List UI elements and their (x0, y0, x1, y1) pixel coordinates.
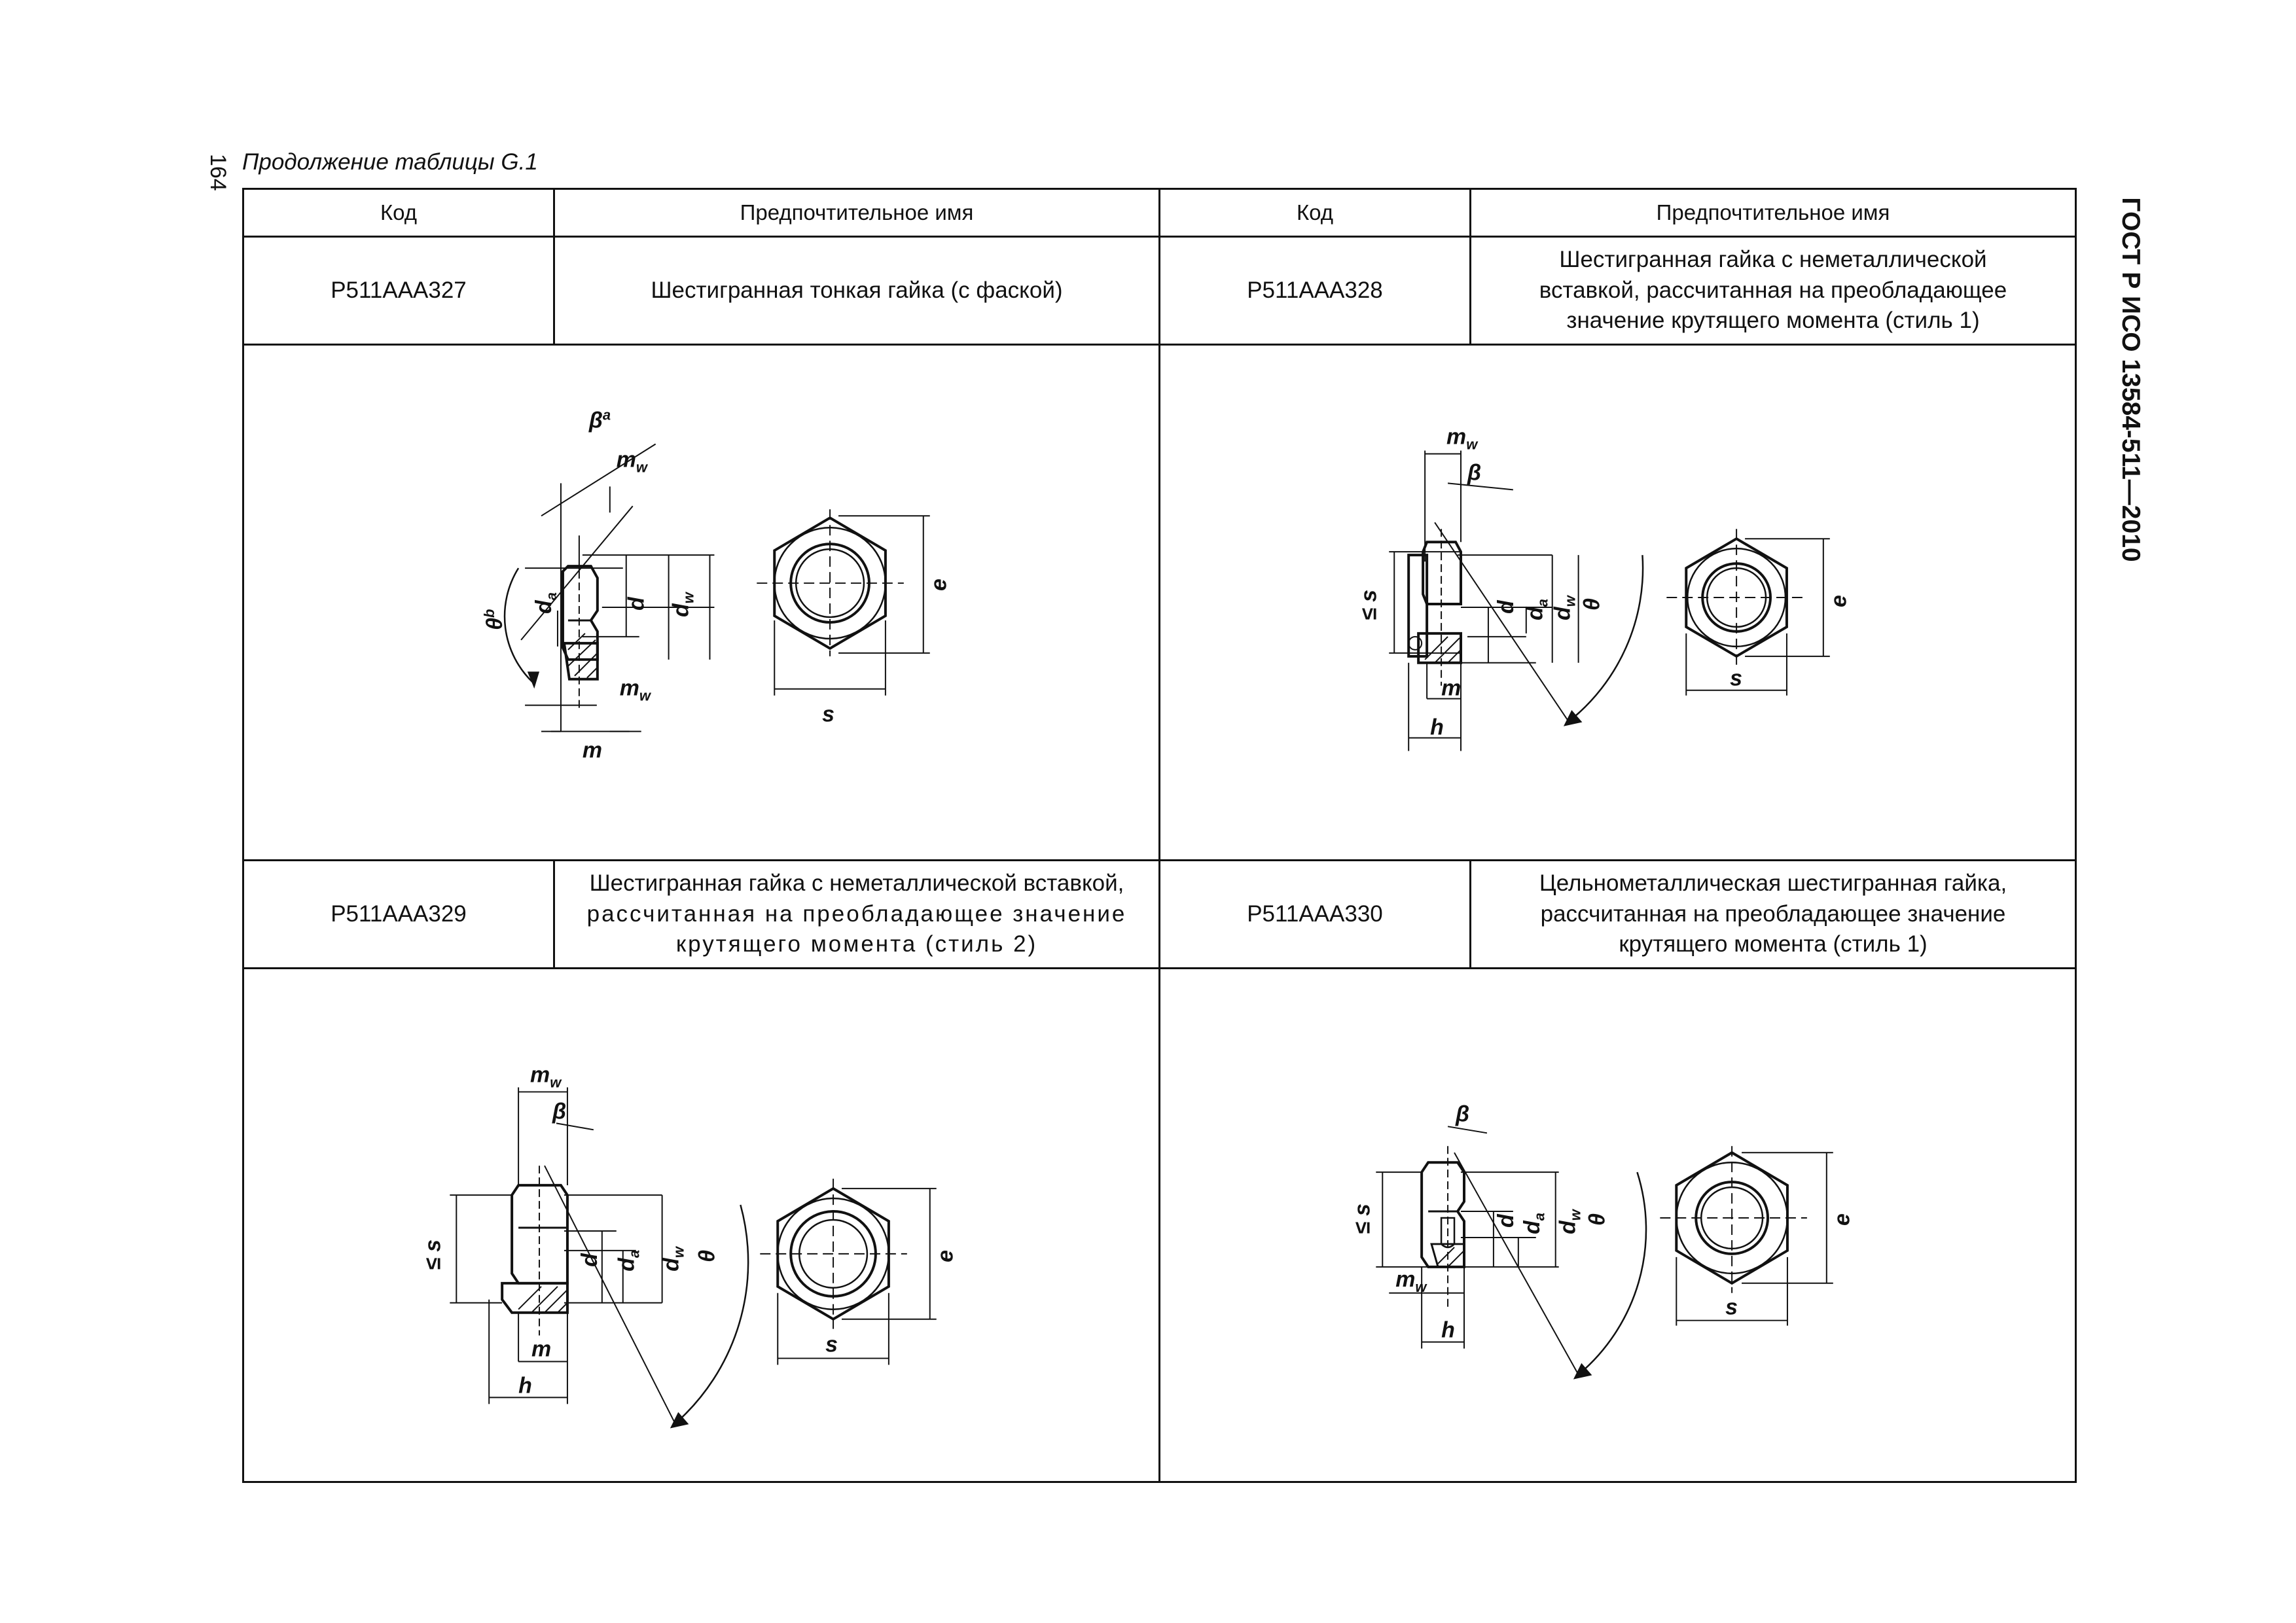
label-dw: $d_w$ (1550, 596, 1579, 620)
label-d: d (1493, 1214, 1518, 1228)
label-theta: θ (694, 1249, 720, 1262)
name-line: Шестигранная гайка с неметаллической вставкой, (589, 870, 1124, 896)
theta-arc (675, 1205, 749, 1423)
label-theta: θ (1579, 598, 1605, 611)
label-le-s: ≤ s (1350, 1204, 1375, 1234)
theta-leader (545, 1166, 675, 1423)
label-s: s (1730, 666, 1742, 691)
s-dimension (774, 620, 886, 696)
label-h: h (1441, 1317, 1455, 1343)
page-number: 164 (206, 154, 230, 191)
section-hatch (568, 633, 598, 678)
label-beta: $\beta^a$ (588, 406, 611, 433)
label-s: s (822, 702, 834, 727)
section-hatch (1438, 1247, 1464, 1267)
label-e: e (926, 579, 952, 592)
label-d: d (1493, 600, 1518, 614)
name-cell: Шестигранная тонкая гайка (с фаской) (554, 237, 1160, 345)
insert-cross-section (502, 1283, 567, 1313)
name-cell (1471, 861, 2076, 969)
label-le-s: ≤ s (1356, 590, 1382, 620)
label-beta: β (1456, 1101, 1470, 1127)
label-beta: β (552, 1099, 567, 1124)
thin-hex-nut-drawing (244, 346, 1158, 859)
figure-row (243, 345, 2076, 861)
diameter-ext-lines (564, 1195, 662, 1303)
label-m: m (1441, 675, 1462, 701)
name-line: Цельнометаллическая шестигранная гайка, (1539, 870, 2007, 896)
code-cell: P511AAA330 (1160, 861, 1471, 969)
name-cell (554, 861, 1160, 969)
label-s: s (825, 1332, 838, 1357)
label-m: m (531, 1336, 552, 1362)
name-line: рассчитанная на преобладающее значение (1540, 901, 2006, 927)
label-e: e (933, 1250, 958, 1262)
label-m: m (582, 738, 603, 763)
figure-cell-330 (1160, 969, 2076, 1482)
all-metal-nut-drawing (1160, 969, 2075, 1481)
label-d: d (577, 1253, 602, 1267)
nut-side-outline (1422, 1162, 1464, 1267)
name-line: крутящего момента (стиль 2) (675, 931, 1038, 957)
label-theta: θ (1585, 1213, 1610, 1226)
figure-cell-327 (243, 345, 1160, 861)
table-row (243, 237, 2076, 345)
figure-row (243, 969, 2076, 1482)
label-mw-top: $m_w$ (616, 447, 648, 476)
nut-side-outline (563, 566, 598, 660)
section-hatch (518, 1287, 567, 1313)
label-mw: $m_w$ (1446, 424, 1478, 453)
beta-leader (541, 444, 656, 516)
label-e: e (1829, 1213, 1855, 1226)
label-le-s: ≤ s (420, 1239, 446, 1270)
header-code: Код (243, 189, 554, 237)
name-cell (1471, 237, 2076, 345)
label-h: h (518, 1373, 532, 1399)
table-header-row (243, 189, 2076, 237)
hex-centerlines (757, 509, 904, 656)
label-theta: $\theta^b$ (481, 609, 508, 630)
name-line: крутящего момента (стиль 1) (1619, 931, 1928, 957)
figure-cell-328 (1160, 345, 2076, 861)
code-cell: P511AAA328 (1160, 237, 1471, 345)
label-beta: β (1467, 460, 1482, 486)
label-e: e (1826, 595, 1852, 607)
hex-centerlines (1660, 1146, 1807, 1293)
label-mw-bottom: $m_w$ (619, 675, 651, 704)
label-da: $d_a$ (531, 592, 560, 614)
insert-nut-style2-drawing (244, 969, 1158, 1481)
label-da: $d_a$ (1519, 1213, 1548, 1234)
theta-arc (1569, 555, 1643, 721)
header-preferred-name-2: Предпочтительное имя (1471, 189, 2076, 237)
code-cell: P511AAA329 (243, 861, 554, 969)
theta-arc (1579, 1172, 1646, 1374)
theta-arc (505, 568, 533, 683)
standard-title-text: ГОСТ Р ИСО 13584-511—2010 (2117, 197, 2145, 562)
diameter-dim-lines (602, 1195, 662, 1303)
figure-cell-329 (243, 969, 1160, 1482)
theta-leader (1454, 1152, 1579, 1374)
s-limit-dim (1376, 1172, 1428, 1267)
name-line: Шестигранная гайка с неметаллической (1559, 246, 1987, 272)
code-cell: P511AAA327 (243, 237, 554, 345)
label-dw: $d_w$ (1555, 1209, 1584, 1234)
label-s: s (1725, 1294, 1738, 1320)
table-continuation-label: Продолжение таблицы G.1 (242, 149, 538, 175)
insert-nut-style1-drawing (1160, 346, 2075, 859)
label-dw: $d_w$ (668, 592, 697, 617)
label-h: h (1430, 715, 1444, 740)
table-row (243, 861, 2076, 969)
header-code-2: Код (1160, 189, 1471, 237)
section-hatch (1425, 637, 1461, 663)
nut-codes-table (242, 188, 2077, 1483)
beta-dim (1448, 1126, 1487, 1133)
name-line: значение крутящего момента (стиль 1) (1566, 308, 1980, 334)
label-da: $d_a$ (1522, 599, 1551, 620)
label-d: d (624, 597, 649, 611)
name-line: рассчитанная на преобладающее значение (586, 901, 1127, 927)
hex-centerlines (760, 1179, 907, 1329)
mw-ext-lines (1425, 450, 1461, 562)
label-mw: $m_w$ (1395, 1266, 1427, 1295)
label-dw: $d_w$ (658, 1247, 687, 1272)
header-preferred-name: Предпочтительное имя (554, 189, 1160, 237)
label-mw: $m_w$ (530, 1062, 562, 1091)
beta-dim (556, 1123, 594, 1130)
hex-centerlines (1666, 529, 1807, 666)
label-da: $d_a$ (614, 1249, 643, 1272)
nut-side-outline (512, 1185, 567, 1283)
name-line: вставкой, рассчитанная на преобладающее (1539, 277, 2007, 303)
